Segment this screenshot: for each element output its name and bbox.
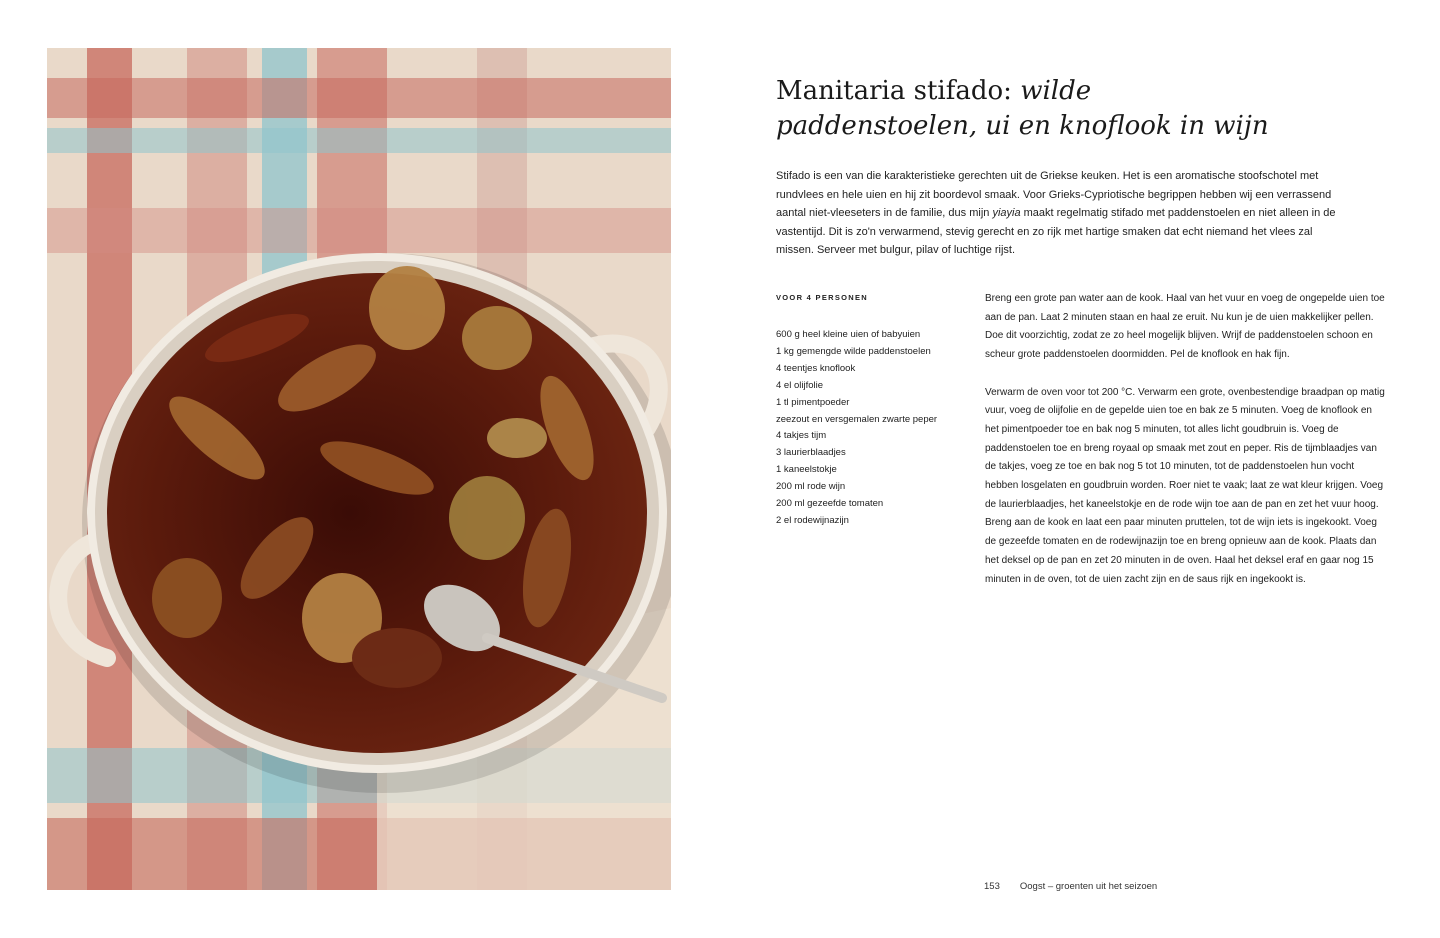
stew-pot-photo-icon [47, 48, 671, 890]
ingredient-item: 4 takjes tijm [776, 430, 827, 442]
method-steps [985, 290, 1387, 608]
intro-part-1: Stifado is een van die karakteristieke gerechten uit de Griekse keuken. Het is een aromatische stoofschotel met rundvlees en hele uien en hij zit boordevol smaak. Voor Grieks-Cypriotische begrippen hebben wij een verrassend aantal niet-vleeseters in de familie, dus mijn [776, 170, 1332, 220]
page-footer [984, 881, 1157, 892]
recipe-title-main: Manitaria stifado: [776, 76, 1021, 106]
ingredient-item: 3 laurierblaadjes [776, 447, 846, 459]
intro-part-2: maakt regelmatig stifado met paddenstoelen en niet alleen in de vastentijd. Dit is zo'n verwarmend, stevig gerecht en zo rijk met hartige smaken dat echt niemand het vlees zal missen. Serveer met bulgur, pilav of luchtige rijst. [776, 207, 1336, 257]
ingredient-item: 600 g heel kleine uien of babyuien [776, 329, 921, 340]
recipe-photo [47, 48, 671, 890]
ingredients-list [776, 327, 976, 530]
ingredient-item: 2 el rodewijnazijn [776, 514, 849, 526]
method-step-1: Breng een grote pan water aan de kook. Haal van het vuur en voeg de ongepelde uien toe aan de pan. Laat 2 minuten staan en haal ze eruit. Nu kun je de uien makkelijker pellen. Doe dit voorzichtig, zodat ze zo heel mogelijk blijven. Wrijf de paddenstoelen schoon en scheur grote paddenstoelen doormidden. Pel de knoflook en hak fijn. [985, 293, 1385, 361]
ingredient-item: 1 kg gemengde wilde paddenstoelen [776, 345, 931, 357]
ingredient-item: 200 ml rode wijn [776, 481, 846, 493]
ingredient-item: 4 el olijfolie [776, 379, 823, 391]
section-title: Oogst – groenten uit het seizoen [1019, 881, 1158, 892]
page-number: 153 [984, 881, 1000, 892]
method-step-2: Verwarm de oven voor tot 200 °C. Verwarm een grote, ovenbestendige braadpan op matig vuur, voeg de olijfolie en de gepelde uien toe en bak ze 5 minuten. Voeg de knoflook en het pimentpoeder toe en bak nog 5 minuten, tot alles licht goudbruin is. Voeg de paddenstoelen toe en breng royaal op smaak met zout en peper. Ris de tijmblaadjes van de takjes, voeg ze toe en bak nog 5 tot 10 minuten, tot de paddenstoelen hun vocht hebben losgelaten en goudbruin worden. Roer niet te vaak; laat ze wat kleur krijgen. Voeg de laurierblaadjes, het kaneelstokje en de rode wijn toe aan de pan en zet het vuur hoog. Breng aan de kook en laat een paar minuten pruttelen, tot de wijn iets is ingekookt. Voeg de gezeefde tomaten en de rodewijnazijn toe en breng opnieuw aan de kook. Plaats dan het deksel op de pan en zet 20 minuten in de oven. Haal het deksel eraf en gaar nog 15 minuten in de oven, tot de uien zacht zijn en de saus rijk en ingekookt is. [985, 386, 1385, 585]
ingredient-item: 1 tl pimentpoeder [776, 396, 850, 408]
recipe-title-subtitle: wilde paddenstoelen, ui en knoflook in wijn [776, 76, 1269, 141]
intro-italic-word: yiayia [992, 207, 1021, 220]
recipe-title [776, 74, 1296, 144]
serves-label: VOOR 4 PERSONEN [776, 293, 869, 302]
ingredient-item: 200 ml gezeefde tomaten [776, 498, 884, 510]
ingredient-item: 1 kaneelstokje [776, 464, 837, 476]
ingredient-item: 4 teentjes knoflook [776, 362, 856, 374]
ingredient-item: zeezout en versgemalen zwarte peper [776, 413, 938, 425]
recipe-intro [776, 167, 1336, 260]
